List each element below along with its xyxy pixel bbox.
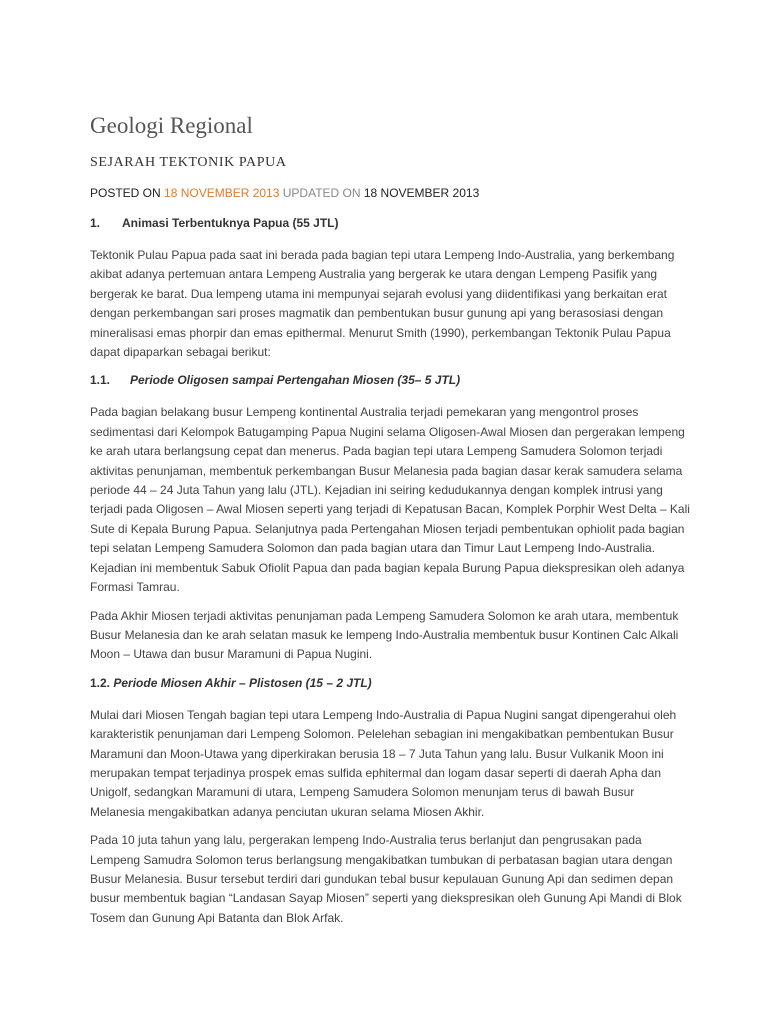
posted-date-link[interactable]: 18 NOVEMBER 2013 [164, 186, 280, 200]
updated-prefix: UPDATED ON [279, 186, 364, 200]
section-title: Animasi Terbentuknya Papua (55 JTL) [122, 216, 339, 230]
article-subtitle: SEJARAH TEKTONIK PAPUA [90, 155, 287, 170]
section-title-dash: – [235, 675, 249, 690]
post-meta [90, 184, 690, 202]
paragraph: Pada bagian belakang busur Lempeng kontinental Australia terjadi pemekaran yang mengontrol proses sedimentasi dari Kelompok Batugamping Papua Nugini selama Oligosen-Awal Miosen dan pergerakan lempeng ke arah utara berlangsung cepat dan menerus. Pada bagian tepi utara Lempeng Samudera Solomon terjadi aktivitas penunjaman, membentuk perkembangan Busur Melanesia pada bagian dasar kerak samudera selama periode 44 – 24 Juta Tahun yang lalu (JTL). Kejadian ini seiring kedudukannya dengan komplek intrusi yang terjadi pada Oligosen – Awal Miosen seperti yang terjadi di Kepatusan Bacan, Komplek Porphir West Delta – Kali Sute di Kepala Burung Papua. Selanjutnya pada Pertengahan Miosen terjadi pembentukan ophiolit pada bagian tepi selatan Lempeng Samudera Solomon dan pada bagian utara dan Timur Laut Lempeng Indo-Australia. Kejadian ini membentuk Sabuk Ofiolit Papua dan pada bagian kepala Burung Papua diekspresikan oleh adanya Formasi Tamrau. [90, 405, 690, 595]
section-heading-1-2 [90, 674, 690, 692]
paragraph: Pada Akhir Miosen terjadi aktivitas penunjaman pada Lempeng Samudera Solomon ke arah utara, membentuk Busur Melanesia dan ke arah selatan masuk ke lempeng Indo-Australia membentuk busur Kontinen Calc Alkali Moon – Utawa dan busur Maramuni di Papua Nugini. [90, 608, 679, 662]
section-number: 1. [90, 216, 101, 230]
section-heading-1 [90, 214, 690, 232]
section-number: 1.2. [90, 675, 111, 690]
section-title-part2: Plistosen (15 – 2 JTL) [248, 675, 372, 690]
page-title: Geologi Regional [90, 113, 253, 138]
section-title-part1: Periode Miosen Akhir [113, 675, 236, 690]
section-number: 1.1. [90, 373, 111, 388]
article [90, 112, 690, 937]
paragraph: Pada 10 juta tahun yang lalu, pergerakan lempeng Indo-Australia terus berlanjut dan pengrusakan pada Lempeng Samudra Solomon terus berlangsung mengakibatkan tumbukan di perbatasan bagian utara dengan Busur Melanesia. Busur tersebut terdiri dari gundukan tebal busur kepulauan Gunung Api dan sedimen depan busur membentuk bagian “Landasan Sayap Miosen” seperti yang diekspresikan oleh Gunung Api Mandi di Blok Tosem dan Gunung Api Batanta dan Blok Arfak. [90, 833, 682, 925]
updated-date: 18 NOVEMBER 2013 [363, 186, 480, 200]
paragraph: Tektonik Pulau Papua pada saat ini berada pada bagian tepi utara Lempeng Indo-Australia, yang berkembang akibat adanya pertemuan antara Lempeng Australia yang bergerak ke utara dengan Lempeng Pasifik yang bergerak ke barat. Dua lempeng utama ini mempunyai sejarah evolusi yang diidentifikasi yang berkaitan erat dengan perkembangan sari proses magmatik dan pembentukan busur gunung api yang berasosiasi dengan mineralisasi emas phorpir dan emas epithermal. Menurut Smith (1990), perkembangan Tektonik Pulau Papua dapat dipaparkan sebagai berikut: [90, 248, 675, 360]
posted-prefix: POSTED ON [90, 186, 165, 200]
section-heading-1-1 [90, 371, 690, 389]
section-title: Periode Oligosen sampai Pertengahan Miosen (35– 5 JTL) [130, 373, 461, 388]
paragraph: Mulai dari Miosen Tengah bagian tepi utara Lempeng Indo-Australia di Papua Nugini sangat dipengerahui oleh karakteristik penunjaman dari Lempeng Solomon. Pelelehan sebagian ini mengakibatkan pembentukan Busur Maramuni dan Moon-Utawa yang diperkirakan berusia 18 – 7 Juta Tahun yang lalu. Busur Vulkanik Moon ini merupakan tempat terjadinya prospek emas sulfida ephitermal dan logam dasar seperti di daerah Apha dan Unigolf, sedangkan Maramuni di utara, Lempeng Samudera Solomon menunjam terus di bawah Busur Melanesia mengakibatkan adanya penciutan ukuran selama Miosen Akhir. [90, 707, 677, 819]
